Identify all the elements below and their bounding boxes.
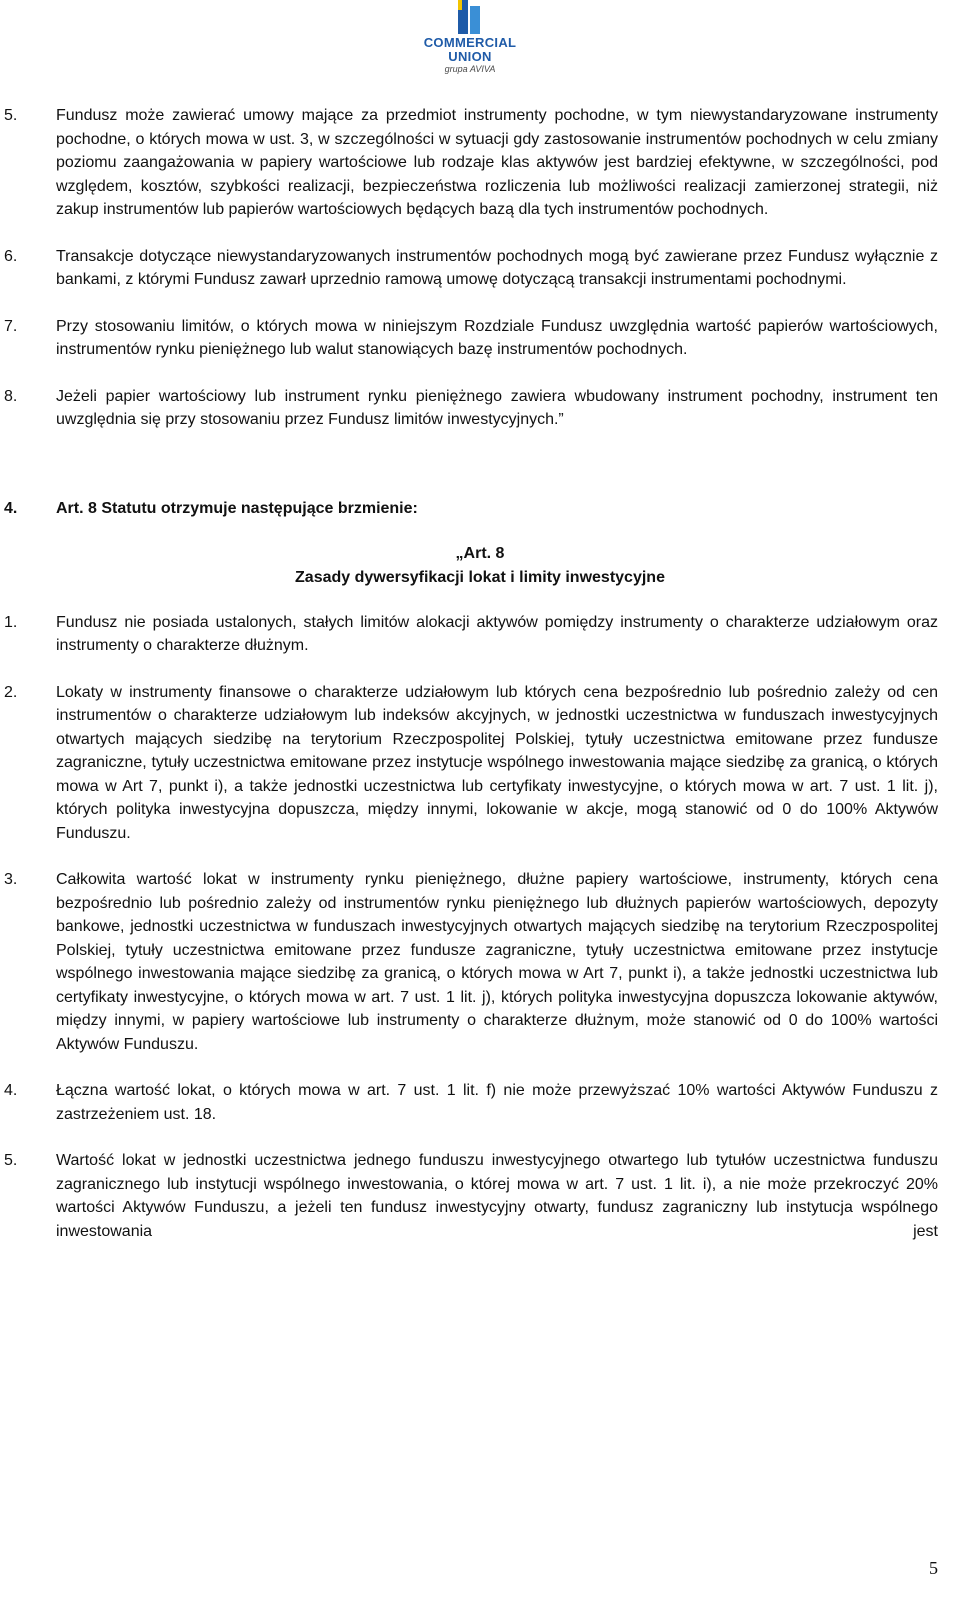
document-body — [0, 104, 960, 1266]
list-item — [4, 611, 938, 658]
list-item — [4, 1149, 938, 1243]
item-text: Jeżeli papier wartościowy lub instrument rynku pieniężnego zawiera wbudowany instrument pochodny, instrument ten uwzględnia się przy stosowaniu przez Fundusz limitów inwestycyjnych.” — [56, 387, 938, 428]
item-text: Całkowita wartość lokat w instrumenty rynku pieniężnego, dłużne papiery wartościowe, instrumenty, których cena bezpośrednio lub pośrednio zależy od instrumentów rynku pieniężnego lub dłużnych papierów wartościowych, depozyty bankowe, jednostki uczestnictwa w funduszach inwestycyjnych otwartych mających siedzibę na terytorium Rzeczpospolitej Polskiej, tytuły uczestnictwa emitowane przez fundusze zagraniczne, tytuły uczestnictwa emitowane przez instytucje wspólnego inwestowania mające siedzibę za granicą, o których mowa w Art 7, punkt i), a także jednostki uczestnictwa lub certyfikaty inwestycyjne, o których mowa w art. 7 ust. 1 lit. j), których polityka inwestycyjna dopuszcza lokowanie aktywów, między innymi, w papiery wartościowe lub instrumenty o charakterze dłużnym, może stanowić od 0 do 100% wartości Aktywów Funduszu. — [56, 871, 938, 1053]
item-text: Przy stosowaniu limitów, o których mowa w niniejszym Rozdziale Fundusz uwzględnia wartość papierów wartościowych, instrumentów rynku pieniężnego lub walut stanowiących bazę instrumentów pochodnych. — [56, 317, 938, 358]
logo-text-grupa-aviva: grupa AVIVA — [444, 64, 496, 74]
item-text: Fundusz nie posiada ustalonych, stałych limitów alokacji aktywów pomiędzy instrumenty o charakterze udziałowym oraz instrumenty o charakterze dłużnym. — [56, 613, 938, 654]
item-text: Fundusz może zawierać umowy mające za przedmiot instrumenty pochodne, w tym niewystandaryzowane instrumenty pochodne, o których mowa w ust. 3, w szczególności w sytuacji gdy zastosowanie instrumentów pochodnych w celu zmiany poziomu zaangażowania w papiery wartościowe lub rodzaje klas aktywów jest bardziej efektywne, w szczególności, pod względem, kosztów, szybkości realizacji, bezpieczeństwa rozliczenia lub możliwości realizacji zamierzonej strategii, niż zakup instrumentów lub papierów wartościowych będących bazą dla tych instrumentów pochodnych. — [56, 107, 938, 218]
item-number: 5. — [4, 1152, 18, 1169]
list-item — [4, 868, 938, 1056]
company-logo — [408, 0, 532, 82]
article-paragraphs — [0, 611, 960, 1244]
item-number: 8. — [4, 387, 18, 405]
item-number: 7. — [4, 317, 18, 335]
commercial-union-emblem-icon — [453, 0, 487, 36]
item-number: 2. — [4, 683, 18, 701]
item-text: Wartość lokat w jednostki uczestnictwa jednego funduszu inwestycyjnego otwartego lub tytułów uczestnictwa funduszu zagranicznego lub instytucji wspólnego inwestowania, o której mowa w art. 7 ust. 1 lit. i), a nie może przekroczyć 20% wartości Aktywów Funduszu, a jeżeli ten fundusz inwestycyjny otwarty, fundusz zagraniczny lub instytucja wspólnego inwestowania jest — [56, 1152, 938, 1240]
list-item — [4, 245, 938, 292]
item-number: 6. — [4, 247, 18, 265]
article-title — [0, 542, 960, 590]
logo-text-commercial: COMMERCIAL — [423, 35, 517, 50]
article-subtitle: Zasady dywersyfikacji lokat i limity inwestycyjne — [295, 568, 665, 586]
logo-text-union: UNION — [448, 49, 492, 64]
list-item — [4, 681, 938, 846]
item-text: Transakcje dotyczące niewystandaryzowanych instrumentów pochodnych mogą być zawierane przez Fundusz wyłącznie z bankami, z którymi Fundusz zawarł uprzednio ramową umowę dotyczącą transakcji instrumentami pochodnymi. — [56, 247, 938, 288]
item-text: Lokaty w instrumenty finansowe o charakterze udziałowym lub których cena bezpośrednio lub pośrednio zależy od cen instrumentów o charakterze udziałowym lub indeksów akcyjnych, w jednostki uczestnictwa w funduszach inwestycyjnych otwartych mających siedzibę na terytorium Rzeczpospolitej Polskiej, tytuły uczestnictwa emitowane przez fundusze zagraniczne, tytuły uczestnictwa emitowane przez instytucje wspólnego inwestowania mające siedzibę za granicą, o których mowa w Art 7, punkt i), a także jednostki uczestnictwa lub certyfikaty inwestycyjne, o których mowa w art. 7 ust. 1 lit. j), których polityka inwestycyjna dopuszcza, między innymi, lokowanie w akcje, mogą stanowić od 0 do 100% Aktywów Funduszu. — [56, 683, 938, 842]
item-number: 4. — [4, 1082, 18, 1099]
list-item — [4, 315, 938, 362]
item-text: Łączna wartość lokat, o których mowa w art. 7 ust. 1 lit. f) nie może przewyższać 10% wartości Aktywów Funduszu z zastrzeżeniem ust. 18. — [56, 1082, 938, 1123]
page-number: 5 — [929, 1558, 938, 1578]
heading-number: 4. — [4, 499, 18, 517]
item-number: 5. — [4, 107, 18, 124]
heading-text: Art. 8 Statutu otrzymuje następujące brzmienie: — [56, 499, 418, 517]
list-item — [4, 1079, 938, 1126]
section-heading — [4, 497, 960, 520]
list-item — [4, 104, 938, 222]
item-number: 3. — [4, 871, 18, 888]
item-number: 1. — [4, 613, 18, 631]
list-item — [4, 385, 938, 432]
article-number: „Art. 8 — [455, 544, 505, 562]
